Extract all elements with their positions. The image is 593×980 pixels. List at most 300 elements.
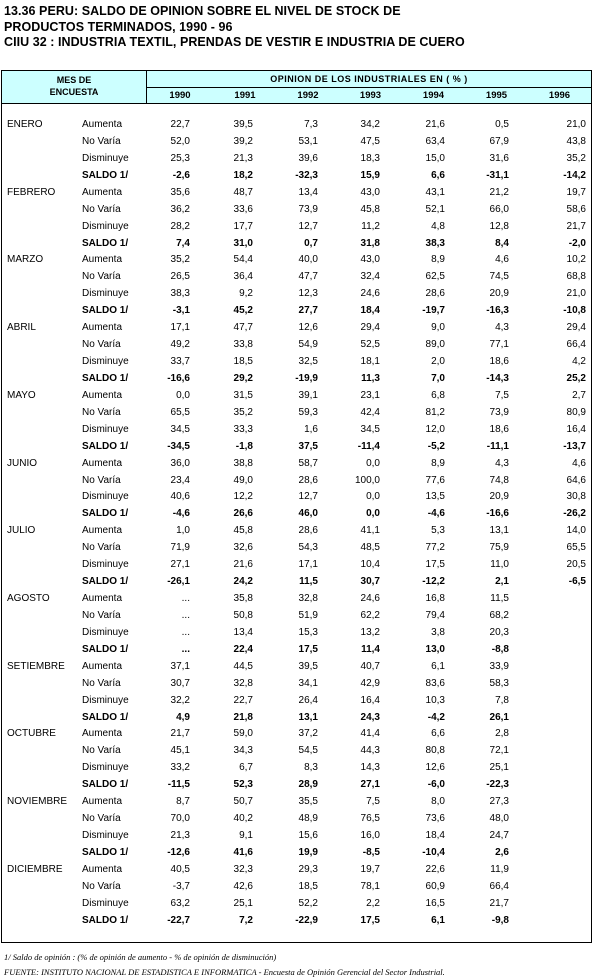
value-cell: 29,3 — [298, 863, 318, 875]
value-cell: 18,6 — [489, 423, 509, 435]
value-cell: 33,2 — [170, 762, 190, 774]
value-cell: 62,2 — [360, 609, 380, 621]
value-cell: 21,3 — [170, 830, 190, 842]
value-cell: 18,6 — [489, 356, 509, 368]
row-label: Disminuye — [82, 288, 129, 300]
value-cell: 89,0 — [425, 339, 445, 351]
value-cell: 4,3 — [495, 322, 509, 334]
source-note: FUENTE: INSTITUTO NACIONAL DE ESTADISTICA E INFORMATICA - Encuesta de Opinión Gerencial del Sector Industrial. — [4, 967, 445, 977]
value-cell: 22,7 — [233, 694, 253, 706]
row-label: Disminuye — [82, 220, 129, 232]
row-label: SALDO 1/ — [82, 440, 129, 452]
value-cell: 42,9 — [360, 677, 380, 689]
row-label: Disminuye — [82, 830, 129, 842]
value-cell: -14,2 — [563, 169, 586, 181]
value-cell: 10,3 — [425, 694, 445, 706]
value-cell: 32,5 — [298, 356, 318, 368]
saldo-row — [2, 506, 591, 523]
mes-label: MES DE — [56, 75, 92, 85]
value-cell: 38,3 — [170, 288, 190, 300]
table-row — [2, 760, 591, 777]
value-cell: 54,5 — [298, 745, 318, 757]
value-cell: 31,5 — [233, 389, 253, 401]
value-cell: 17,5 — [425, 559, 445, 571]
value-cell: 77,2 — [425, 542, 445, 554]
value-cell: 24,6 — [360, 288, 380, 300]
value-cell: 49,2 — [170, 339, 190, 351]
value-cell: -12,2 — [422, 576, 445, 588]
row-label: No Varía — [82, 203, 121, 215]
value-cell: 45,1 — [170, 745, 190, 757]
value-cell: 76,5 — [360, 813, 380, 825]
value-cell: 26,6 — [233, 508, 253, 520]
value-cell: 47,5 — [360, 135, 380, 147]
row-label: Disminuye — [82, 762, 129, 774]
value-cell: 2,8 — [495, 728, 509, 740]
value-cell: 15,3 — [298, 626, 318, 638]
row-label: Aumenta — [82, 525, 123, 537]
value-cell: 71,9 — [170, 542, 190, 554]
table-row — [2, 659, 591, 676]
value-cell: -8,5 — [362, 846, 380, 858]
value-cell: 17,1 — [298, 559, 318, 571]
value-cell: 11,3 — [361, 372, 380, 384]
table-row — [2, 286, 591, 303]
value-cell: 41,6 — [233, 846, 253, 858]
value-cell: 22,6 — [425, 863, 445, 875]
value-cell: 12,6 — [298, 322, 318, 334]
value-cell: 16,4 — [566, 423, 586, 435]
value-cell: -22,9 — [295, 914, 318, 926]
row-label: SALDO 1/ — [82, 643, 129, 655]
value-cell: 3,8 — [431, 626, 445, 638]
value-cell: 20,9 — [489, 288, 509, 300]
table-row — [2, 523, 591, 540]
value-cell: 38,3 — [425, 237, 445, 249]
table-row — [2, 489, 591, 506]
value-cell: -2,0 — [568, 237, 586, 249]
value-cell: 7,8 — [495, 694, 509, 706]
value-cell: 13,1 — [298, 711, 318, 723]
row-label: SALDO 1/ — [82, 372, 129, 384]
value-cell: 75,9 — [489, 542, 509, 554]
table-row — [2, 473, 591, 490]
row-label: No Varía — [82, 271, 121, 283]
value-cell: 54,3 — [298, 542, 318, 554]
value-cell: 8,4 — [495, 237, 509, 249]
value-cell: 73,9 — [489, 406, 509, 418]
value-cell: 2,1 — [495, 576, 509, 588]
value-cell: -11,4 — [357, 440, 380, 452]
value-cell: 30,7 — [170, 677, 190, 689]
month-name: ABRIL — [7, 322, 36, 334]
value-cell: 24,7 — [489, 830, 509, 842]
value-cell: 52,1 — [425, 203, 445, 215]
table-row — [2, 557, 591, 574]
value-cell: 33,6 — [233, 203, 253, 215]
value-cell: 78,1 — [360, 880, 380, 892]
value-cell: 58,3 — [489, 677, 509, 689]
value-cell: 8,9 — [431, 457, 445, 469]
value-cell: -11,1 — [486, 440, 509, 452]
value-cell: 34,3 — [233, 745, 253, 757]
value-cell: 63,4 — [425, 135, 445, 147]
row-label: SALDO 1/ — [82, 169, 129, 181]
value-cell: 54,9 — [298, 339, 318, 351]
encuesta-label: ENCUESTA — [49, 87, 99, 97]
row-label: No Varía — [82, 339, 121, 351]
value-cell: 4,6 — [495, 254, 509, 266]
value-cell: -1,8 — [235, 440, 253, 452]
value-cell: 74,5 — [489, 271, 509, 283]
month-name: NOVIEMBRE — [7, 796, 68, 808]
value-cell: 59,0 — [233, 728, 253, 740]
value-cell: -22,7 — [167, 914, 190, 926]
row-label: No Varía — [82, 406, 121, 418]
value-cell: -2,6 — [172, 169, 190, 181]
value-cell: 68,2 — [489, 609, 509, 621]
value-cell: 22,4 — [233, 643, 253, 655]
value-cell: 24,3 — [360, 711, 380, 723]
value-cell: 9,1 — [239, 830, 253, 842]
saldo-row — [2, 236, 591, 253]
value-cell: 18,3 — [360, 152, 380, 164]
value-cell: 32,3 — [233, 863, 253, 875]
value-cell: 32,4 — [360, 271, 380, 283]
value-cell: 79,4 — [425, 609, 445, 621]
value-cell: 53,1 — [298, 135, 318, 147]
value-cell: 31,8 — [360, 237, 380, 249]
value-cell: 12,7 — [298, 491, 318, 503]
value-cell: 48,7 — [233, 186, 253, 198]
month-name: JULIO — [7, 525, 36, 537]
value-cell: 43,0 — [360, 186, 380, 198]
value-cell: 6,8 — [431, 389, 445, 401]
table-row — [2, 354, 591, 371]
value-cell: 35,2 — [566, 152, 586, 164]
value-cell: 6,6 — [431, 728, 445, 740]
row-label: No Varía — [82, 135, 121, 147]
value-cell: 28,6 — [298, 525, 318, 537]
table-body — [2, 104, 591, 942]
header-divider — [147, 87, 591, 88]
value-cell: 72,1 — [489, 745, 509, 757]
value-cell: 43,8 — [566, 135, 586, 147]
year-header: 1991 — [234, 90, 256, 101]
table-row — [2, 726, 591, 743]
value-cell: 43,0 — [360, 254, 380, 266]
title-line-1: 13.36 PERU: SALDO DE OPINION SOBRE EL NIVEL DE STOCK DE — [4, 4, 401, 18]
row-label: Disminuye — [82, 152, 129, 164]
value-cell: 29,4 — [566, 322, 586, 334]
value-cell: 68,8 — [566, 271, 586, 283]
value-cell: 19,7 — [566, 186, 586, 198]
value-cell: -8,8 — [491, 643, 509, 655]
month-column-header — [2, 71, 147, 103]
row-label: Disminuye — [82, 897, 129, 909]
row-label: Aumenta — [82, 186, 123, 198]
value-cell: 32,6 — [233, 542, 253, 554]
value-cell: 58,7 — [298, 457, 318, 469]
value-cell: 33,3 — [233, 423, 253, 435]
value-cell: -4,6 — [427, 508, 445, 520]
value-cell: 100,0 — [354, 474, 380, 486]
row-label: Aumenta — [82, 863, 123, 875]
value-cell: 13,2 — [360, 626, 380, 638]
value-cell: 24,6 — [360, 593, 380, 605]
value-cell: 28,9 — [298, 779, 318, 791]
value-cell: 27,7 — [298, 305, 318, 317]
value-cell: 17,5 — [298, 643, 318, 655]
value-cell: 73,6 — [425, 813, 445, 825]
value-cell: 19,7 — [360, 863, 380, 875]
value-cell: 52,0 — [170, 135, 190, 147]
value-cell: 52,5 — [360, 339, 380, 351]
table-row — [2, 591, 591, 608]
value-cell: -31,1 — [486, 169, 509, 181]
value-cell: 48,5 — [360, 542, 380, 554]
row-label: SALDO 1/ — [82, 237, 129, 249]
value-cell: 36,2 — [170, 203, 190, 215]
value-cell: 12,2 — [233, 491, 253, 503]
value-cell: 14,0 — [566, 525, 586, 537]
value-cell: 2,2 — [366, 897, 380, 909]
saldo-row — [2, 574, 591, 591]
value-cell: 9,0 — [431, 322, 445, 334]
row-label: Aumenta — [82, 389, 123, 401]
value-cell: 33,7 — [170, 356, 190, 368]
value-cell: -11,5 — [167, 779, 190, 791]
saldo-row — [2, 710, 591, 727]
value-cell: 77,6 — [425, 474, 445, 486]
table-row — [2, 879, 591, 896]
value-cell: 17,1 — [170, 322, 190, 334]
value-cell: 13,5 — [425, 491, 445, 503]
value-cell: -26,2 — [563, 508, 586, 520]
value-cell: 2,7 — [572, 389, 586, 401]
value-cell: -16,3 — [486, 305, 509, 317]
saldo-row — [2, 913, 591, 930]
saldo-row — [2, 642, 591, 659]
value-cell: 10,4 — [360, 559, 380, 571]
value-cell: 13,4 — [298, 186, 318, 198]
value-cell: 39,5 — [298, 660, 318, 672]
value-cell: 40,7 — [360, 660, 380, 672]
value-cell: 11,5 — [299, 576, 318, 588]
value-cell: ... — [181, 593, 190, 605]
table-row — [2, 117, 591, 134]
value-cell: 66,4 — [566, 339, 586, 351]
title-line-3: CIIU 32 : INDUSTRIA TEXTIL, PRENDAS DE VESTIR E INDUSTRIA DE CUERO — [4, 35, 465, 49]
table-row — [2, 320, 591, 337]
value-cell: 5,3 — [431, 525, 445, 537]
saldo-row — [2, 777, 591, 794]
row-label: No Varía — [82, 677, 121, 689]
value-cell: 8,0 — [431, 796, 445, 808]
row-label: Aumenta — [82, 119, 123, 130]
value-cell: 2,6 — [495, 846, 509, 858]
value-cell: 50,8 — [233, 609, 253, 621]
value-cell: -6,0 — [427, 779, 445, 791]
value-cell: -6,5 — [568, 576, 586, 588]
value-cell: 1,0 — [176, 525, 190, 537]
value-cell: 59,3 — [298, 406, 318, 418]
value-cell: 39,1 — [298, 389, 318, 401]
value-cell: ... — [181, 643, 190, 655]
value-cell: 7,3 — [304, 119, 318, 130]
value-cell: 6,6 — [431, 169, 445, 181]
value-cell: 19,9 — [298, 846, 318, 858]
row-label: No Varía — [82, 813, 121, 825]
month-name: AGOSTO — [7, 593, 50, 605]
saldo-row — [2, 303, 591, 320]
value-cell: -34,5 — [167, 440, 190, 452]
row-label: SALDO 1/ — [82, 576, 129, 588]
value-cell: 80,8 — [425, 745, 445, 757]
table-row — [2, 625, 591, 642]
saldo-row — [2, 371, 591, 388]
table-row — [2, 185, 591, 202]
value-cell: 12,0 — [425, 423, 445, 435]
value-cell: 39,5 — [233, 119, 253, 130]
year-header: 1993 — [359, 90, 382, 101]
value-cell: 11,4 — [361, 643, 380, 655]
value-cell: 7,5 — [495, 389, 509, 401]
row-label: No Varía — [82, 880, 121, 892]
row-label: Aumenta — [82, 728, 123, 740]
value-cell: 6,1 — [431, 914, 445, 926]
value-cell: 58,6 — [566, 203, 586, 215]
data-table — [1, 70, 592, 943]
value-cell: 11,5 — [490, 593, 509, 605]
value-cell: 27,1 — [360, 779, 380, 791]
value-cell: 11,9 — [490, 863, 509, 875]
value-cell: 65,5 — [170, 406, 190, 418]
value-cell: 24,2 — [233, 576, 253, 588]
value-cell: 32,8 — [233, 677, 253, 689]
table-row — [2, 388, 591, 405]
value-cell: 41,1 — [360, 525, 380, 537]
value-cell: 46,0 — [298, 508, 318, 520]
value-cell: 21,0 — [566, 288, 586, 300]
value-cell: 66,4 — [489, 880, 509, 892]
value-cell: 81,2 — [425, 406, 445, 418]
value-cell: -32,3 — [295, 169, 318, 181]
value-cell: 23,1 — [360, 389, 380, 401]
value-cell: 0,0 — [366, 508, 380, 520]
value-cell: -3,7 — [172, 880, 190, 892]
saldo-row — [2, 845, 591, 862]
month-name: DICIEMBRE — [7, 863, 63, 875]
value-cell: 73,9 — [298, 203, 318, 215]
value-cell: 12,8 — [489, 220, 509, 232]
saldo-row — [2, 439, 591, 456]
value-cell: 64,6 — [566, 474, 586, 486]
value-cell: 18,5 — [298, 880, 318, 892]
value-cell: 20,9 — [489, 491, 509, 503]
value-cell: 40,0 — [298, 254, 318, 266]
value-cell: 25,3 — [170, 152, 190, 164]
value-cell: 34,1 — [298, 677, 318, 689]
table-row — [2, 269, 591, 286]
month-name: ENERO — [7, 119, 43, 130]
value-cell: 28,2 — [170, 220, 190, 232]
value-cell: 30,7 — [360, 576, 380, 588]
table-row — [2, 219, 591, 236]
value-cell: 67,9 — [489, 135, 509, 147]
value-cell: 8,7 — [176, 796, 190, 808]
row-label: Disminuye — [82, 423, 129, 435]
row-label: SALDO 1/ — [82, 508, 129, 520]
value-cell: 13,0 — [425, 643, 445, 655]
value-cell: 77,1 — [489, 339, 509, 351]
value-cell: 4,2 — [572, 356, 586, 368]
value-cell: 48,9 — [298, 813, 318, 825]
value-cell: 40,2 — [233, 813, 253, 825]
value-cell: 17,7 — [233, 220, 253, 232]
footnote: 1/ Saldo de opinión : (% de opinión de aumento - % de opinión de disminución) — [4, 952, 277, 962]
value-cell: -3,1 — [172, 305, 190, 317]
value-cell: 8,9 — [431, 254, 445, 266]
value-cell: 45,2 — [233, 305, 253, 317]
table-header — [2, 71, 591, 104]
value-cell: 51,9 — [298, 609, 318, 621]
value-cell: 31,6 — [489, 152, 509, 164]
value-cell: 28,6 — [298, 474, 318, 486]
value-cell: 21,3 — [233, 152, 253, 164]
value-cell: 21,0 — [566, 119, 586, 130]
value-cell: 70,0 — [170, 813, 190, 825]
row-label: Aumenta — [82, 254, 123, 266]
value-cell: 36,4 — [233, 271, 253, 283]
value-cell: 0,0 — [366, 457, 380, 469]
table-row — [2, 252, 591, 269]
value-cell: 37,2 — [298, 728, 318, 740]
value-cell: 10,2 — [566, 254, 586, 266]
value-cell: 13,4 — [233, 626, 253, 638]
value-cell: 52,3 — [233, 779, 253, 791]
row-label: SALDO 1/ — [82, 846, 129, 858]
value-cell: 0,5 — [495, 119, 509, 130]
value-cell: 0,0 — [176, 389, 190, 401]
value-cell: 48,0 — [489, 813, 509, 825]
value-cell: 45,8 — [233, 525, 253, 537]
table-row — [2, 794, 591, 811]
value-cell: 7,0 — [431, 372, 445, 384]
value-cell: 38,8 — [233, 457, 253, 469]
value-cell: 40,6 — [170, 491, 190, 503]
value-cell: 33,9 — [489, 660, 509, 672]
table-row — [2, 540, 591, 557]
table-row — [2, 456, 591, 473]
value-cell: 42,6 — [233, 880, 253, 892]
value-cell: 16,4 — [360, 694, 380, 706]
value-cell: 60,9 — [425, 880, 445, 892]
value-cell: 45,8 — [360, 203, 380, 215]
value-cell: 2,0 — [431, 356, 445, 368]
value-cell: 12,6 — [425, 762, 445, 774]
value-cell: 83,6 — [425, 677, 445, 689]
value-cell: -12,6 — [167, 846, 190, 858]
value-cell: 18,5 — [233, 356, 253, 368]
value-cell: 31,0 — [233, 237, 253, 249]
value-cell: -14,3 — [486, 372, 509, 384]
table-row — [2, 743, 591, 760]
table-row — [2, 337, 591, 354]
row-label: Aumenta — [82, 796, 123, 808]
value-cell: 0,7 — [304, 237, 318, 249]
value-cell: 0,0 — [366, 491, 380, 503]
